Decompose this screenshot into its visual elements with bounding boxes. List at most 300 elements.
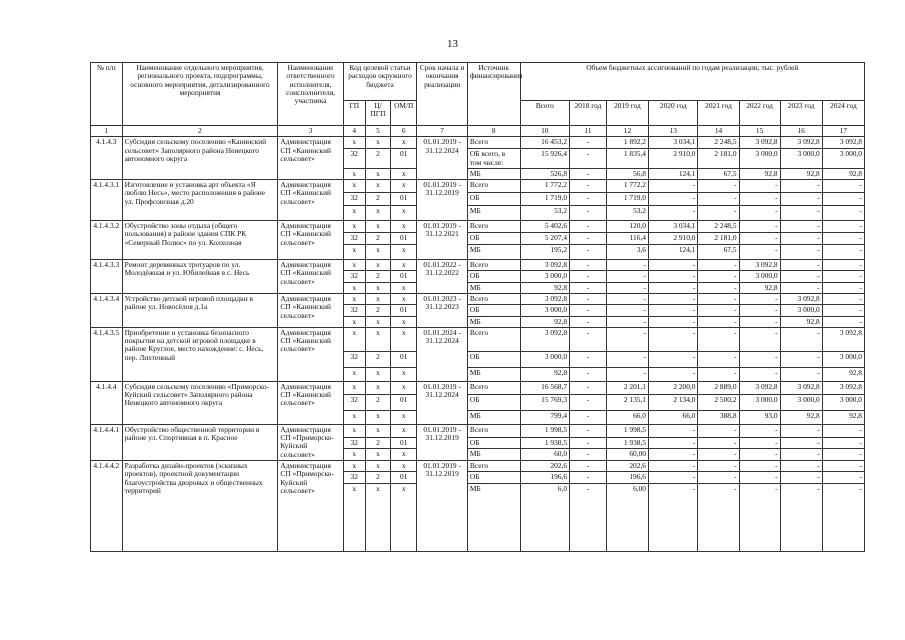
year-value: 2 500,2 bbox=[698, 394, 739, 410]
year-value: - bbox=[822, 271, 864, 282]
header-executor: Наименование ответственного исполнителя, соисполнителя, участника bbox=[278, 63, 343, 126]
funding-source: Всего bbox=[467, 221, 520, 233]
code-om: x bbox=[391, 260, 417, 271]
code-om: x bbox=[391, 293, 417, 304]
table-row bbox=[91, 327, 865, 351]
year-value: - bbox=[570, 394, 607, 410]
year-value: - bbox=[606, 367, 648, 381]
code-gp: x bbox=[343, 245, 365, 260]
funding-source: ОБ bbox=[467, 193, 520, 206]
year-value: - bbox=[780, 193, 822, 206]
code-cpp: 2 bbox=[365, 438, 390, 449]
year-value: - bbox=[649, 472, 698, 483]
code-cpp: x bbox=[365, 260, 390, 271]
total-value: 92,8 bbox=[520, 282, 569, 293]
column-number: 5 bbox=[365, 126, 390, 137]
year-value: - bbox=[570, 381, 607, 394]
header-year: 2019 год bbox=[606, 101, 648, 126]
year-value: - bbox=[649, 424, 698, 437]
column-number: 16 bbox=[780, 126, 822, 137]
year-value: - bbox=[739, 316, 780, 327]
year-value: - bbox=[822, 180, 864, 193]
item-executor: Администрация СП «Канинский сельсовет» bbox=[278, 260, 343, 294]
code-gp: 32 bbox=[343, 149, 365, 169]
year-value: 3 034,1 bbox=[649, 221, 698, 233]
code-gp: x bbox=[343, 293, 365, 304]
year-value: - bbox=[780, 351, 822, 367]
item-period: 01.01.2019 - 31.12.2019 bbox=[417, 424, 468, 460]
table-row bbox=[91, 221, 865, 233]
item-executor: Администрация СП «Приморско-Куйский сельсовет» bbox=[278, 424, 343, 460]
code-cpp: x bbox=[365, 206, 390, 221]
year-value: - bbox=[570, 327, 607, 351]
year-value: - bbox=[780, 233, 822, 245]
table-header bbox=[91, 63, 865, 137]
total-value: 1 998,5 bbox=[520, 424, 569, 437]
year-value: - bbox=[822, 233, 864, 245]
header-year: 2020 год bbox=[649, 101, 698, 126]
table-row bbox=[91, 460, 865, 471]
year-value: - bbox=[570, 260, 607, 271]
year-value: - bbox=[739, 327, 780, 351]
year-value: - bbox=[570, 316, 607, 327]
code-om: x bbox=[391, 460, 417, 471]
year-value: 3 000,0 bbox=[739, 271, 780, 282]
year-value: 3 092,8 bbox=[739, 260, 780, 271]
code-gp: x bbox=[343, 449, 365, 460]
year-value: 3 000,0 bbox=[780, 305, 822, 316]
year-value: 92,8 bbox=[822, 410, 864, 424]
year-value: - bbox=[649, 293, 698, 304]
code-om: x bbox=[391, 137, 417, 149]
total-value: 16 568,7 bbox=[520, 381, 569, 394]
year-value: - bbox=[698, 424, 739, 437]
code-gp: x bbox=[343, 137, 365, 149]
year-value: - bbox=[649, 180, 698, 193]
code-gp: x bbox=[343, 221, 365, 233]
budget-table bbox=[90, 62, 865, 552]
year-value: 3 034,1 bbox=[649, 137, 698, 149]
header-num: № п/п bbox=[91, 63, 123, 126]
header-om: ОМ/П bbox=[391, 101, 417, 126]
code-om: x bbox=[391, 316, 417, 327]
total-value: 5 207,4 bbox=[520, 233, 569, 245]
total-value: 6,0 bbox=[520, 483, 569, 551]
year-value: - bbox=[698, 316, 739, 327]
code-cpp: x bbox=[365, 245, 390, 260]
year-value: - bbox=[822, 193, 864, 206]
year-value: - bbox=[739, 424, 780, 437]
code-om: 01 bbox=[391, 271, 417, 282]
header-volume: Объем бюджетных ассигнований по годам реализации, тыс. рублей bbox=[520, 63, 864, 101]
item-period: 01.01.2019 - 31.12.2021 bbox=[417, 221, 468, 260]
year-value: - bbox=[739, 193, 780, 206]
page-number: 13 bbox=[447, 38, 458, 50]
code-cpp: x bbox=[365, 449, 390, 460]
funding-source: МБ bbox=[467, 367, 520, 381]
year-value: - bbox=[570, 483, 607, 551]
total-value: 3 092,8 bbox=[520, 327, 569, 351]
header-year: 2024 год bbox=[822, 101, 864, 126]
year-value: - bbox=[698, 293, 739, 304]
year-value: 3 092,8 bbox=[780, 381, 822, 394]
year-value: - bbox=[570, 221, 607, 233]
year-value: - bbox=[822, 424, 864, 437]
year-value: - bbox=[606, 293, 648, 304]
code-gp: 32 bbox=[343, 472, 365, 483]
table-row bbox=[91, 424, 865, 437]
year-value: - bbox=[570, 472, 607, 483]
total-value: 53,2 bbox=[520, 206, 569, 221]
year-value: - bbox=[698, 260, 739, 271]
item-name: Субсидия сельскому поселению «Приморско-Куйский сельсовет» Заполярного района Ненецкого автономного округа bbox=[122, 381, 278, 424]
item-executor: Администрация СП «Канинский сельсовет» bbox=[278, 293, 343, 327]
code-gp: 32 bbox=[343, 233, 365, 245]
code-cpp: 2 bbox=[365, 193, 390, 206]
year-value: 2 910,0 bbox=[649, 233, 698, 245]
code-om: 01 bbox=[391, 305, 417, 316]
table-body bbox=[91, 137, 865, 551]
column-number: 4 bbox=[343, 126, 365, 137]
item-name: Обустройство общественной территории в районе ул. Спортивная в п. Красное bbox=[122, 424, 278, 460]
column-number: 15 bbox=[739, 126, 780, 137]
year-value: - bbox=[698, 180, 739, 193]
item-executor: Администрация СП «Канинский сельсовет» bbox=[278, 180, 343, 221]
funding-source: МБ bbox=[467, 410, 520, 424]
year-value: - bbox=[649, 206, 698, 221]
year-value: - bbox=[649, 327, 698, 351]
code-gp: x bbox=[343, 260, 365, 271]
year-value: - bbox=[649, 282, 698, 293]
year-value: 388,8 bbox=[698, 410, 739, 424]
funding-source: МБ bbox=[467, 206, 520, 221]
funding-source: МБ bbox=[467, 449, 520, 460]
header-year: 2018 год bbox=[570, 101, 607, 126]
year-value: - bbox=[570, 180, 607, 193]
header-total: Всего bbox=[520, 101, 569, 126]
item-number: 4.1.4.3 bbox=[91, 137, 123, 180]
year-value: 66,0 bbox=[606, 410, 648, 424]
funding-source: Всего bbox=[467, 260, 520, 271]
year-value: 3 092,8 bbox=[822, 137, 864, 149]
code-cpp: x bbox=[365, 168, 390, 179]
item-period: 01.01.2019 - 31.12.2019 bbox=[417, 460, 468, 551]
funding-source: ОБ bbox=[467, 438, 520, 449]
year-value: 92,8 bbox=[739, 168, 780, 179]
year-value: 92,8 bbox=[780, 410, 822, 424]
code-gp: 32 bbox=[343, 305, 365, 316]
code-cpp: x bbox=[365, 367, 390, 381]
code-om: 01 bbox=[391, 472, 417, 483]
year-value: - bbox=[822, 282, 864, 293]
year-value: - bbox=[822, 483, 864, 551]
year-value: - bbox=[780, 271, 822, 282]
item-executor: Администрация СП «Канинский сельсовет» bbox=[278, 221, 343, 260]
item-name: Изготовление и установка арт объекта «Я люблю Несь», место расположения в районе ул. Профсоюзная д.20 bbox=[122, 180, 278, 221]
code-om: x bbox=[391, 381, 417, 394]
year-value: - bbox=[822, 293, 864, 304]
year-value: - bbox=[739, 438, 780, 449]
code-cpp: x bbox=[365, 381, 390, 394]
year-value: - bbox=[698, 327, 739, 351]
year-value: 2 248,5 bbox=[698, 137, 739, 149]
item-executor: Администрация СП «Канинский сельсовет» bbox=[278, 381, 343, 424]
code-gp: 32 bbox=[343, 271, 365, 282]
year-value: 92,8 bbox=[822, 168, 864, 179]
year-value: 3 092,8 bbox=[780, 293, 822, 304]
code-gp: 32 bbox=[343, 394, 365, 410]
year-value: - bbox=[606, 351, 648, 367]
total-value: 195,2 bbox=[520, 245, 569, 260]
code-gp: x bbox=[343, 168, 365, 179]
header-year: 2021 год bbox=[698, 101, 739, 126]
year-value: - bbox=[698, 460, 739, 471]
year-value: - bbox=[739, 483, 780, 551]
year-value: 3 092,8 bbox=[822, 327, 864, 351]
year-value: 3,6 bbox=[606, 245, 648, 260]
code-gp: x bbox=[343, 367, 365, 381]
code-cpp: x bbox=[365, 424, 390, 437]
year-value: - bbox=[739, 221, 780, 233]
year-value: 67,5 bbox=[698, 245, 739, 260]
item-number: 4.1.4.4.1 bbox=[91, 424, 123, 460]
column-number: 3 bbox=[278, 126, 343, 137]
header-source: Источник финансирования bbox=[467, 63, 520, 126]
code-cpp: 2 bbox=[365, 472, 390, 483]
code-om: 01 bbox=[391, 438, 417, 449]
year-value: - bbox=[649, 193, 698, 206]
year-value: - bbox=[698, 367, 739, 381]
funding-source: Всего bbox=[467, 180, 520, 193]
year-value: - bbox=[780, 327, 822, 351]
item-number: 4.1.4.3.2 bbox=[91, 221, 123, 260]
funding-source: МБ bbox=[467, 483, 520, 551]
code-cpp: x bbox=[365, 221, 390, 233]
year-value: - bbox=[570, 206, 607, 221]
column-number: 6 bbox=[391, 126, 417, 137]
item-period: 01.01.2019 - 31.12.2024 bbox=[417, 137, 468, 180]
funding-source: МБ bbox=[467, 245, 520, 260]
year-value: - bbox=[698, 206, 739, 221]
year-value: - bbox=[570, 351, 607, 367]
item-number: 4.1.4.4.2 bbox=[91, 460, 123, 551]
year-value: - bbox=[698, 305, 739, 316]
year-value: - bbox=[570, 449, 607, 460]
code-cpp: 2 bbox=[365, 271, 390, 282]
year-value: - bbox=[606, 282, 648, 293]
item-period: 01.01.2024 - 31.12.2024 bbox=[417, 327, 468, 381]
funding-source: ОБ bbox=[467, 233, 520, 245]
total-value: 1 719,0 bbox=[520, 193, 569, 206]
year-value: - bbox=[698, 472, 739, 483]
year-value: 60,00 bbox=[606, 449, 648, 460]
year-value: - bbox=[606, 260, 648, 271]
year-value: - bbox=[822, 221, 864, 233]
code-om: 01 bbox=[391, 193, 417, 206]
item-name: Обустройство зоны отдыха (общего пользования) в районе здания СПК РК «Северный Полюс» по ул. Колхозная bbox=[122, 221, 278, 260]
year-value: - bbox=[822, 305, 864, 316]
item-period: 01.01.2019 - 31.12.2019 bbox=[417, 180, 468, 221]
code-cpp: 2 bbox=[365, 394, 390, 410]
code-gp: x bbox=[343, 316, 365, 327]
year-value: - bbox=[649, 367, 698, 381]
column-number: 8 bbox=[467, 126, 520, 137]
year-value: - bbox=[698, 282, 739, 293]
code-om: 01 bbox=[391, 351, 417, 367]
code-cpp: x bbox=[365, 293, 390, 304]
year-value: 2 181,0 bbox=[698, 233, 739, 245]
year-value: - bbox=[780, 472, 822, 483]
header-name: Наименование отдельного мероприятия, регионального проекта, подпрограммы, основного мероприятия, детализированного мероприятия bbox=[122, 63, 278, 126]
year-value: 2 889,0 bbox=[698, 381, 739, 394]
year-value: - bbox=[570, 438, 607, 449]
year-value: 3 000,0 bbox=[780, 149, 822, 169]
code-cpp: x bbox=[365, 137, 390, 149]
code-om: x bbox=[391, 424, 417, 437]
year-value: 2 134,0 bbox=[649, 394, 698, 410]
code-om: 01 bbox=[391, 233, 417, 245]
column-number-row bbox=[91, 126, 865, 137]
year-value: 92,8 bbox=[739, 282, 780, 293]
year-value: - bbox=[649, 271, 698, 282]
item-period: 01.01.2023 - 31.12.2023 bbox=[417, 293, 468, 327]
code-om: x bbox=[391, 410, 417, 424]
column-number: 2 bbox=[122, 126, 278, 137]
item-number: 4.1.4.3.5 bbox=[91, 327, 123, 381]
code-om: 01 bbox=[391, 149, 417, 169]
year-value: 3 000,0 bbox=[739, 149, 780, 169]
code-gp: x bbox=[343, 483, 365, 551]
year-value: - bbox=[649, 438, 698, 449]
code-om: x bbox=[391, 449, 417, 460]
header-period: Срок начала и окончания реализации bbox=[417, 63, 468, 126]
year-value: - bbox=[698, 449, 739, 460]
total-value: 3 000,0 bbox=[520, 351, 569, 367]
total-value: 3 092,8 bbox=[520, 260, 569, 271]
year-value: - bbox=[570, 168, 607, 179]
year-value: - bbox=[780, 438, 822, 449]
year-value: - bbox=[570, 305, 607, 316]
year-value: 1 892,2 bbox=[606, 137, 648, 149]
year-value: - bbox=[739, 233, 780, 245]
year-value: 1 719,0 bbox=[606, 193, 648, 206]
year-value: 3 092,8 bbox=[822, 381, 864, 394]
code-om: x bbox=[391, 483, 417, 551]
total-value: 16 453,2 bbox=[520, 137, 569, 149]
year-value: - bbox=[570, 410, 607, 424]
year-value: - bbox=[739, 367, 780, 381]
year-value: - bbox=[780, 483, 822, 551]
year-value: - bbox=[822, 472, 864, 483]
header-year: 2022 год bbox=[739, 101, 780, 126]
year-value: 124,1 bbox=[649, 245, 698, 260]
funding-source: ОБ bbox=[467, 394, 520, 410]
year-value: 196,6 bbox=[606, 472, 648, 483]
year-value: 120,0 bbox=[606, 221, 648, 233]
year-value: - bbox=[780, 260, 822, 271]
year-value: - bbox=[570, 233, 607, 245]
item-executor: Администрация СП «Приморско-Куйский сельсовет» bbox=[278, 460, 343, 551]
year-value: - bbox=[649, 483, 698, 551]
year-value: 1 835,4 bbox=[606, 149, 648, 169]
code-cpp: 2 bbox=[365, 305, 390, 316]
total-value: 15 769,3 bbox=[520, 394, 569, 410]
code-om: x bbox=[391, 180, 417, 193]
year-value: - bbox=[649, 449, 698, 460]
table-row bbox=[91, 137, 865, 149]
year-value: - bbox=[698, 438, 739, 449]
year-value: 3 092,8 bbox=[780, 137, 822, 149]
year-value: - bbox=[606, 271, 648, 282]
header-gp: ГП bbox=[343, 101, 365, 126]
code-cpp: x bbox=[365, 483, 390, 551]
year-value: - bbox=[649, 460, 698, 471]
table-row bbox=[91, 260, 865, 271]
year-value: - bbox=[822, 438, 864, 449]
item-period: 01.01.2022 - 31.12.2022 bbox=[417, 260, 468, 294]
year-value: 116,4 bbox=[606, 233, 648, 245]
year-value: - bbox=[649, 316, 698, 327]
year-value: - bbox=[739, 180, 780, 193]
funding-source: Всего bbox=[467, 424, 520, 437]
year-value: 92,8 bbox=[780, 168, 822, 179]
total-value: 799,4 bbox=[520, 410, 569, 424]
year-value: - bbox=[649, 305, 698, 316]
item-number: 4.1.4.4 bbox=[91, 381, 123, 424]
year-value: 1 998,5 bbox=[606, 424, 648, 437]
year-value: - bbox=[822, 206, 864, 221]
year-value: - bbox=[780, 180, 822, 193]
code-cpp: 2 bbox=[365, 233, 390, 245]
year-value: - bbox=[698, 271, 739, 282]
year-value: 66,0 bbox=[649, 410, 698, 424]
total-value: 1 772,2 bbox=[520, 180, 569, 193]
year-value: 3 000,0 bbox=[780, 394, 822, 410]
code-gp: 32 bbox=[343, 193, 365, 206]
code-gp: x bbox=[343, 460, 365, 471]
funding-source: ОБ bbox=[467, 472, 520, 483]
year-value: - bbox=[739, 293, 780, 304]
table-row bbox=[91, 293, 865, 304]
year-value: 3 092,8 bbox=[739, 381, 780, 394]
item-number: 4.1.4.3.4 bbox=[91, 293, 123, 327]
year-value: - bbox=[570, 193, 607, 206]
column-number: 1 bbox=[91, 126, 123, 137]
item-name: Приобретение и установка безопасного покрытия на детской игровой площадке в районе Круглое, место нахождение: с. Несь, пер. Лихтенный bbox=[122, 327, 278, 381]
year-value: - bbox=[822, 245, 864, 260]
year-value: 3 000,0 bbox=[822, 351, 864, 367]
item-name: Разработка дизайн-проектов (эскизных проектов), проектной документации благоустройства дворовых и общественных территорий bbox=[122, 460, 278, 551]
year-value: - bbox=[780, 424, 822, 437]
code-gp: 32 bbox=[343, 438, 365, 449]
funding-source: Всего bbox=[467, 293, 520, 304]
year-value: - bbox=[780, 282, 822, 293]
code-om: x bbox=[391, 327, 417, 351]
year-value: 53,2 bbox=[606, 206, 648, 221]
year-value: 3 000,0 bbox=[739, 394, 780, 410]
item-number: 4.1.4.3.1 bbox=[91, 180, 123, 221]
total-value: 92,8 bbox=[520, 316, 569, 327]
code-om: x bbox=[391, 367, 417, 381]
year-value: - bbox=[649, 260, 698, 271]
item-number: 4.1.4.3.3 bbox=[91, 260, 123, 294]
year-value: - bbox=[780, 449, 822, 460]
year-value: 56,8 bbox=[606, 168, 648, 179]
year-value: 3 000,0 bbox=[822, 394, 864, 410]
year-value: - bbox=[739, 305, 780, 316]
total-value: 60,0 bbox=[520, 449, 569, 460]
year-value: - bbox=[570, 293, 607, 304]
